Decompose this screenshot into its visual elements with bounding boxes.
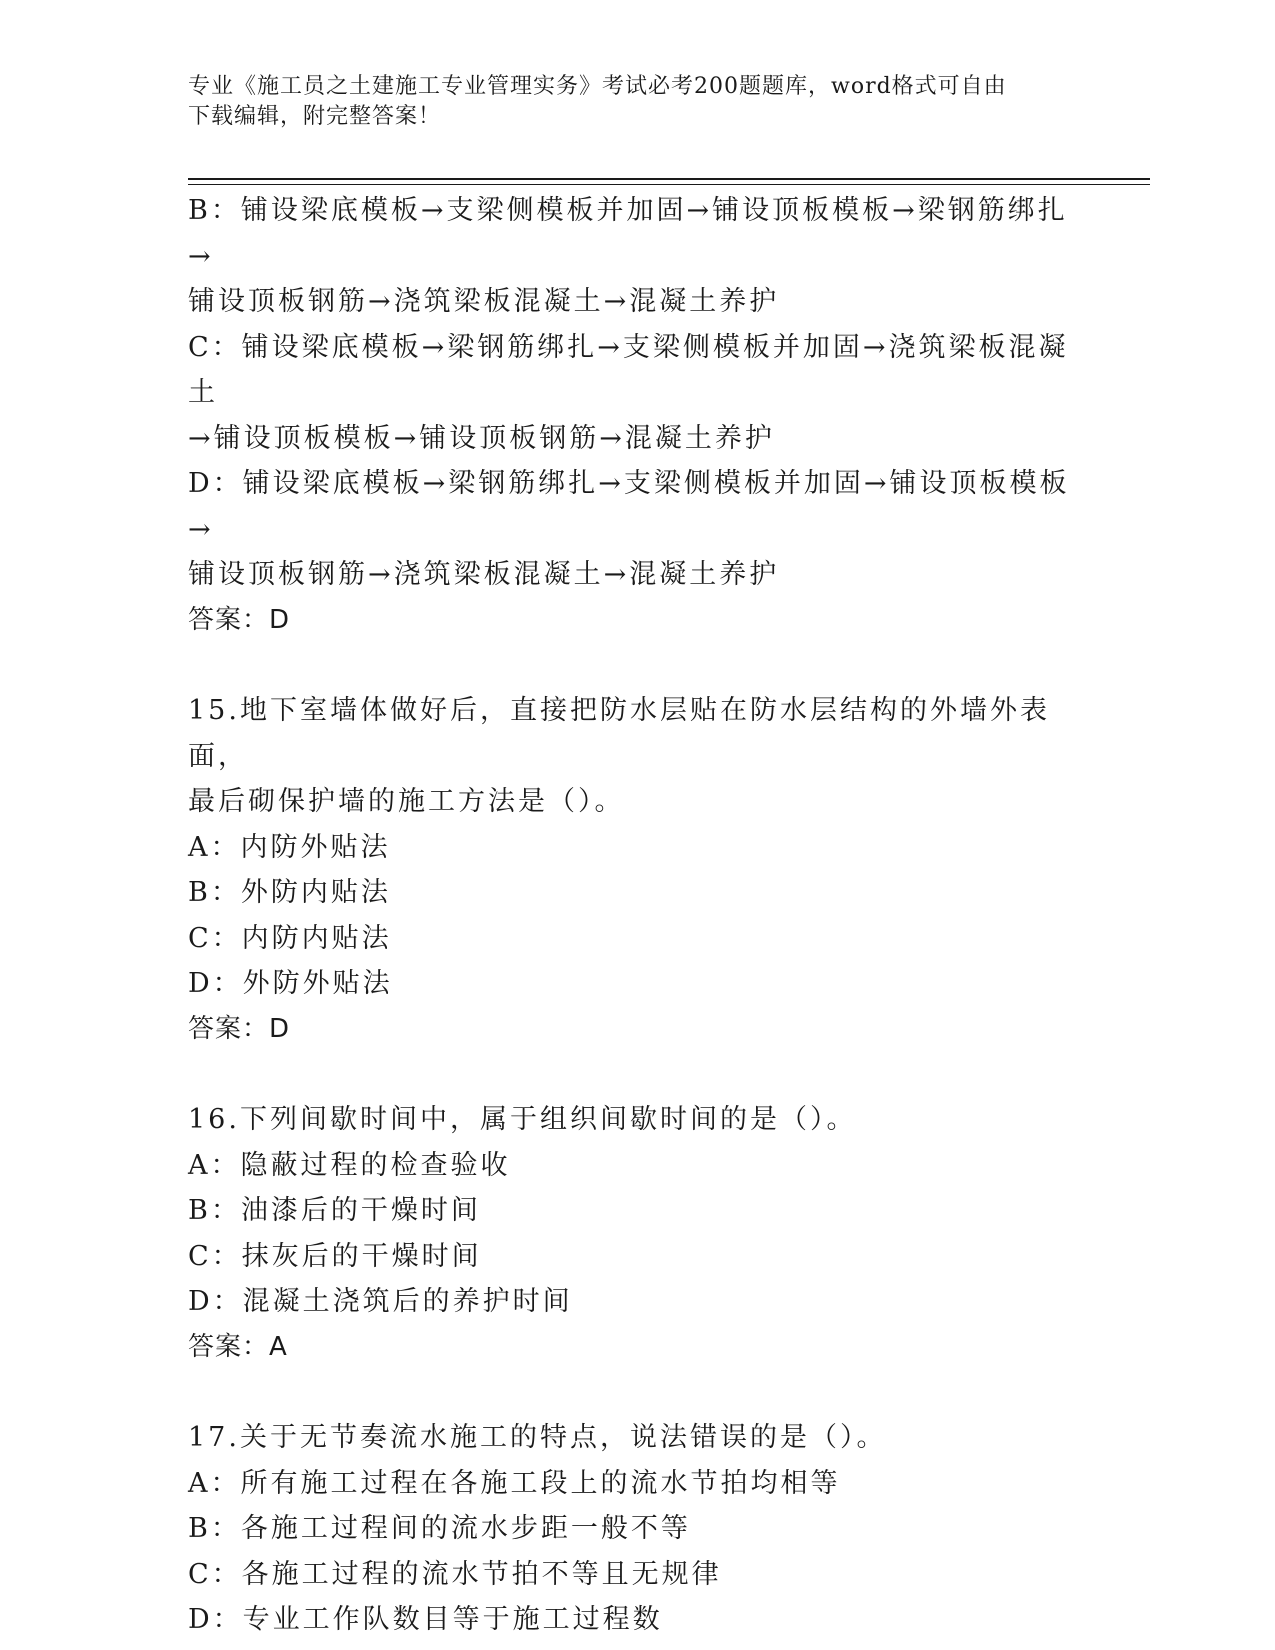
spacer (188, 1370, 1078, 1415)
question-content (188, 188, 1078, 1643)
question-stem: 17.关于无节奏流水施工的特点，说法错误的是（）。 (188, 1422, 887, 1453)
question-17 (188, 1415, 1078, 1643)
header-divider-thin (188, 184, 1150, 185)
answer-line: 答案：D (188, 1013, 291, 1044)
question-stem-line-2: 最后砌保护墙的施工方法是（）。 (188, 786, 625, 817)
option-a: A：隐蔽过程的检查验收 (188, 1149, 511, 1181)
option-c: C：各施工过程的流水节拍不等且无规律 (188, 1558, 722, 1590)
option-d: D：外防外贴法 (188, 968, 393, 999)
header-line-1: 专业《施工员之土建施工专业管理实务》考试必考200题题库，word格式可自由 (188, 74, 1007, 99)
header-divider-thick (188, 178, 1150, 180)
question-stem: 16.下列间歇时间中，属于组织间歇时间的是（）。 (188, 1104, 857, 1135)
option-d: D：专业工作队数目等于施工过程数 (188, 1604, 663, 1635)
answer-line: 答案：D (188, 604, 291, 635)
option-b: B：外防内贴法 (188, 877, 391, 908)
spacer (188, 643, 1078, 688)
option-a: A：内防外贴法 (188, 831, 391, 863)
question-16 (188, 1097, 1078, 1370)
option-d-line-2: 铺设顶板钢筋→浇筑梁板混凝土→混凝土养护 (188, 559, 780, 590)
spacer (188, 1052, 1078, 1097)
document-header (188, 72, 1068, 132)
option-d-line-1: D：铺设梁底模板→梁钢筋绑扎→支梁侧模板并加固→铺设顶板模板→ (188, 468, 1070, 545)
option-b: B：各施工过程间的流水步距一般不等 (188, 1513, 691, 1544)
header-line-2: 下载编辑，附完整答案！ (188, 104, 442, 129)
option-b-line-2: 铺设顶板钢筋→浇筑梁板混凝土→混凝土养护 (188, 286, 780, 317)
option-c-line-1: C：铺设梁底模板→梁钢筋绑扎→支梁侧模板并加固→浇筑梁板混凝土 (188, 331, 1069, 408)
option-c: C：内防内贴法 (188, 922, 392, 954)
option-a: A：所有施工过程在各施工段上的流水节拍均相等 (188, 1467, 841, 1499)
option-b: B：油漆后的干燥时间 (188, 1195, 481, 1226)
option-d: D：混凝土浇筑后的养护时间 (188, 1286, 573, 1317)
option-c-line-2: →铺设顶板模板→铺设顶板钢筋→混凝土养护 (188, 422, 775, 454)
question-14-fragment (188, 188, 1078, 643)
option-b-line-1: B：铺设梁底模板→支梁侧模板并加固→铺设顶板模板→梁钢筋绑扎→ (188, 195, 1068, 272)
question-15 (188, 688, 1078, 1052)
answer-line: 答案：A (188, 1331, 288, 1362)
question-stem-line-1: 15.地下室墙体做好后，直接把防水层贴在防水层结构的外墙外表面， (188, 695, 1050, 772)
option-c: C：抹灰后的干燥时间 (188, 1240, 482, 1272)
